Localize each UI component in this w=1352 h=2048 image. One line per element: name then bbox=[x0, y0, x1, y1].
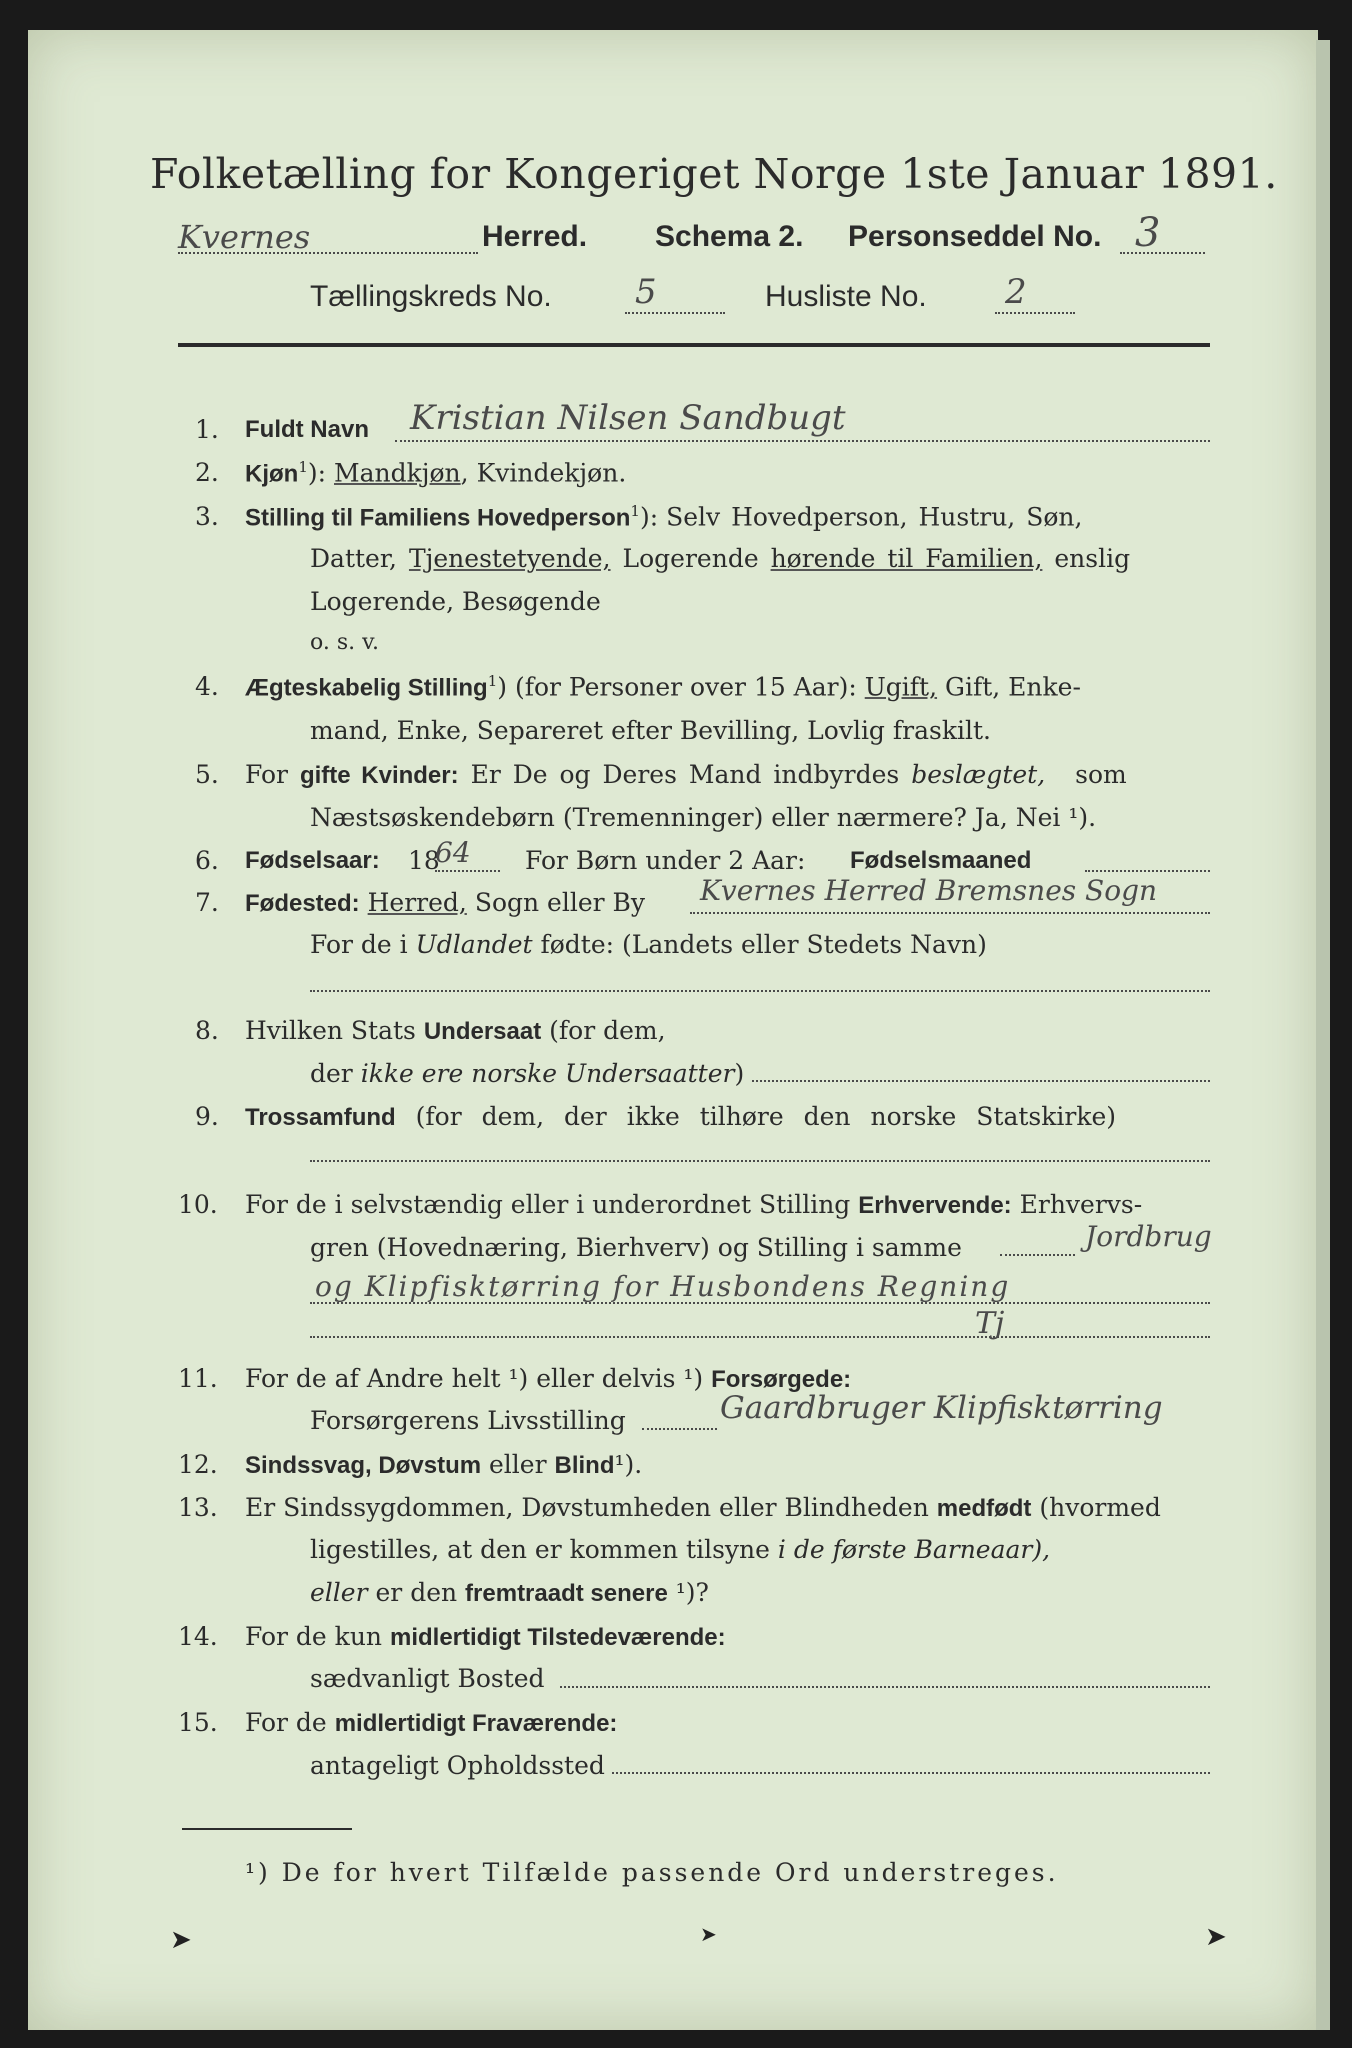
stilling-label: Stilling til Familiens Hovedperson bbox=[245, 504, 631, 532]
ikke-norske-phrase: ikke ere norske Undersaatter bbox=[360, 1059, 735, 1088]
fravaerende-label: midlertidigt Fraværende: bbox=[334, 1710, 618, 1737]
trossamfund-label: Trossamfund bbox=[245, 1104, 396, 1131]
fodselsaar-label: Fødselsaar: bbox=[245, 847, 380, 874]
erhverv-value-3: Tj bbox=[975, 1306, 1005, 1341]
logerende-option: Logerende bbox=[622, 544, 759, 573]
undersaat-line2 bbox=[310, 1059, 744, 1088]
udlandet-line bbox=[310, 990, 1210, 992]
fodselsaar-value: 64 bbox=[435, 836, 471, 869]
fodested-value: Kvernes Herred Bremsnes Sogn bbox=[700, 874, 1158, 907]
fodested-label: Fødested: bbox=[245, 890, 360, 917]
bosted-label: sædvanligt Bosted bbox=[310, 1664, 545, 1693]
footnote-ref: 1 bbox=[298, 458, 308, 476]
registration-mark-icon: ➤ bbox=[700, 1922, 717, 1946]
item-number: 8. bbox=[195, 1016, 219, 1045]
taellingskreds-line bbox=[625, 312, 725, 314]
erhvervende-label: Erhvervende: bbox=[858, 1192, 1012, 1219]
undersaat-label: Undersaat bbox=[423, 1018, 542, 1045]
for-word: For bbox=[245, 760, 288, 789]
forsorgede-lead: For de af Andre helt ¹) eller delvis ¹) bbox=[245, 1364, 704, 1393]
kjon-label: Kjøn bbox=[245, 460, 299, 488]
medfodt-lead: Er Sindssygdommen, Døvstumheden eller Blindheden bbox=[245, 1493, 929, 1522]
forsorgede-label: Forsørgede: bbox=[711, 1366, 852, 1393]
gifte-kvinder-question: Er De og Deres Mand indbyrdes bbox=[470, 760, 900, 789]
horende-option: hørende til Familien, bbox=[770, 544, 1043, 573]
medfodt-line2 bbox=[310, 1535, 1050, 1564]
tjenestetyende-option: Tjenestetyende, bbox=[408, 544, 611, 573]
forsorgeren-label: Forsørgerens Livsstilling bbox=[310, 1406, 626, 1435]
item-number: 2. bbox=[195, 458, 219, 487]
item-number: 3. bbox=[195, 502, 219, 531]
footnote-rule bbox=[182, 1828, 352, 1830]
sindssvag-row bbox=[245, 1450, 642, 1480]
aegteskab-row: Ægteskabelig Stilling$^1$) (for Personer over 15 Aar): Ugift, Gift, Enke- bbox=[245, 672, 1081, 702]
bosted-line bbox=[560, 1686, 1210, 1688]
taellingskreds-value: 5 bbox=[635, 272, 657, 312]
beslaegtet-word: beslægtet, bbox=[911, 760, 1046, 789]
footnote-ref: ¹)? bbox=[675, 1578, 709, 1607]
undersaat-lead: Hvilken Stats bbox=[245, 1016, 416, 1045]
udlandet-word: Udlandet bbox=[415, 930, 533, 959]
stilling-row: Stilling til Familiens Hovedperson$^1$): Selv Hovedperson, Hustru, Søn, bbox=[245, 502, 1083, 532]
personseddel-value: 3 bbox=[1135, 210, 1161, 256]
erhverv-lead: For de i selvstændig eller i underordnet Stilling bbox=[245, 1190, 851, 1219]
opholdssted-label: antageligt Opholdssted bbox=[310, 1751, 605, 1780]
forsorgeren-value: Gaardbruger Klipfisktørring bbox=[720, 1390, 1163, 1426]
herred-label: Herred. bbox=[482, 220, 588, 253]
stilling-line4: o. s. v. bbox=[310, 630, 379, 655]
sogn-by-option: Sogn eller By bbox=[474, 888, 646, 917]
tilstedevaerende-label: midlertidigt Tilstedeværende: bbox=[389, 1624, 726, 1651]
stilling-line2 bbox=[310, 544, 1130, 573]
trossamfund-line bbox=[310, 1160, 1210, 1162]
aegteskab-label: Ægteskabelig Stilling bbox=[245, 674, 488, 702]
fremtraadt-label: fremtraadt senere bbox=[465, 1580, 668, 1607]
som-word: som bbox=[1075, 760, 1127, 789]
item-number: 9. bbox=[195, 1102, 219, 1131]
fuldt-navn-line bbox=[395, 440, 1210, 442]
opholdssted-line bbox=[612, 1772, 1210, 1774]
aegteskab-line2: mand, Enke, Separeret efter Bevilling, Lovlig fraskilt. bbox=[310, 716, 991, 745]
tilstedevaerende-lead: For de kun bbox=[245, 1622, 383, 1651]
personseddel-label: Personseddel No. bbox=[848, 220, 1102, 253]
erhverv-row bbox=[245, 1190, 1142, 1220]
tilstedevaerende-row bbox=[245, 1622, 726, 1652]
born-under-2-aar: For Børn under 2 Aar: bbox=[525, 846, 806, 875]
erhverv-value-1: Jordbrug bbox=[1085, 1220, 1212, 1253]
fodested-row bbox=[245, 888, 645, 918]
form-title: Folketælling for Kongeriget Norge 1ste Januar 1891. bbox=[150, 150, 1278, 198]
erhverv-tail: Erhvervs- bbox=[1019, 1190, 1143, 1219]
erhverv-line-c bbox=[310, 1336, 1210, 1338]
gifte-kvinder-label: gifte Kvinder: bbox=[299, 762, 459, 789]
barneaar-phrase: i de første Barneaar), bbox=[777, 1535, 1051, 1564]
fravaerende-row bbox=[245, 1708, 617, 1738]
trossamfund-row bbox=[245, 1102, 1116, 1132]
gifte-kvinder-line2: Næstsøskendebørn (Tremenninger) eller nærmere? Ja, Nei ¹). bbox=[310, 803, 1097, 832]
schema-label: Schema 2. bbox=[655, 220, 804, 253]
ugift-option: Ugift, bbox=[864, 672, 938, 702]
item-number: 1. bbox=[195, 415, 219, 444]
sindssvag-label: Sindssvag, Døvstum bbox=[245, 1452, 482, 1479]
fuldt-navn-value: Kristian Nilsen Sandbugt bbox=[410, 398, 846, 438]
tilsyne-phrase: ligestilles, at den er kommen tilsyne bbox=[310, 1535, 770, 1564]
fodested-line bbox=[690, 912, 1210, 914]
fuldt-navn-label: Fuldt Navn bbox=[245, 416, 369, 443]
fodselsaar-line bbox=[435, 870, 500, 872]
gift-enke-options: Gift, Enke- bbox=[945, 672, 1081, 702]
datter-option: Datter, bbox=[310, 544, 397, 573]
item-number: 10. bbox=[178, 1190, 218, 1219]
herred-line bbox=[178, 252, 478, 254]
eller-word: eller bbox=[489, 1450, 547, 1479]
erhverv-value-2: og Klipfisktørring for Husbondens Regning bbox=[315, 1270, 1011, 1303]
footnote-ref: ¹). bbox=[614, 1450, 643, 1479]
item-number: 14. bbox=[178, 1622, 218, 1651]
census-form-sheet bbox=[28, 30, 1318, 2030]
item-number: 6. bbox=[195, 846, 219, 875]
husliste-label: Husliste No. bbox=[765, 280, 927, 313]
husliste-line bbox=[995, 312, 1075, 314]
item-number: 12. bbox=[178, 1450, 218, 1479]
gifte-kvinder-row bbox=[245, 760, 1127, 790]
item-number: 11. bbox=[178, 1364, 218, 1393]
fodselsmaaned-line bbox=[1085, 870, 1210, 872]
undersaat-tail: (for dem, bbox=[549, 1016, 666, 1045]
header-rule bbox=[178, 343, 1210, 347]
udlandet-lead: For de i bbox=[310, 930, 408, 959]
item-number: 15. bbox=[178, 1708, 218, 1737]
stilling-line3: Logerende, Besøgende bbox=[310, 587, 601, 616]
medfodt-line3 bbox=[310, 1578, 709, 1608]
fodselsmaaned-label: Fødselsmaaned bbox=[850, 847, 1032, 874]
paren-close: ) bbox=[734, 1059, 745, 1088]
fodselsaar-prefix: 18 bbox=[408, 846, 440, 875]
kjon-row: Kjøn$^1$): Mandkjøn, Kvindekjøn. bbox=[245, 458, 627, 488]
item-number: 5. bbox=[195, 760, 219, 789]
herred-value: Kvernes bbox=[178, 218, 311, 256]
medfodt-tail: (hvormed bbox=[1039, 1493, 1161, 1522]
stilling-options-line1: Selv Hovedperson, Hustru, Søn, bbox=[666, 502, 1083, 532]
registration-mark-icon: ➤ bbox=[170, 1925, 192, 1955]
forsorgeren-line bbox=[642, 1428, 717, 1430]
eller-word: eller bbox=[310, 1578, 368, 1607]
husliste-value: 2 bbox=[1005, 272, 1027, 312]
trossamfund-condition: (for dem, der ikke tilhøre den norske Statskirke) bbox=[415, 1102, 1117, 1131]
taellingskreds-label: Tællingskreds No. bbox=[310, 280, 552, 313]
undersaat-line bbox=[752, 1080, 1210, 1082]
udlandet-row bbox=[310, 930, 987, 959]
enslig-option: enslig bbox=[1054, 544, 1131, 573]
item-number: 13. bbox=[178, 1493, 218, 1522]
personseddel-line bbox=[1120, 252, 1205, 254]
registration-mark-icon: ➤ bbox=[1205, 1922, 1227, 1952]
erhverv-line-b bbox=[310, 1302, 1210, 1304]
erhverv-line2: gren (Hovednæring, Bierhverv) og Stilling i samme bbox=[310, 1233, 962, 1262]
item-number: 4. bbox=[195, 672, 219, 701]
udlandet-tail: fødte: (Landets eller Stedets Navn) bbox=[540, 930, 987, 959]
aegteskab-condition: (for Personer over 15 Aar): bbox=[514, 672, 857, 702]
herred-option: Herred, bbox=[367, 888, 467, 917]
footnote-text: ¹) De for hvert Tilfælde passende Ord understreges. bbox=[245, 1858, 1059, 1887]
er-den-phrase: er den bbox=[375, 1578, 458, 1607]
mandkjon-option: Mandkjøn bbox=[334, 458, 461, 488]
kvindekjon-option: Kvindekjøn. bbox=[476, 458, 627, 488]
erhverv-line-a bbox=[1000, 1254, 1075, 1256]
undersaat-row bbox=[245, 1016, 666, 1046]
blind-label: Blind bbox=[554, 1452, 615, 1479]
item-number: 7. bbox=[195, 888, 219, 917]
fravaerende-lead: For de bbox=[245, 1708, 327, 1737]
der-word: der bbox=[310, 1059, 353, 1088]
medfodt-row bbox=[245, 1493, 1161, 1523]
medfodt-label: medfødt bbox=[936, 1495, 1032, 1522]
